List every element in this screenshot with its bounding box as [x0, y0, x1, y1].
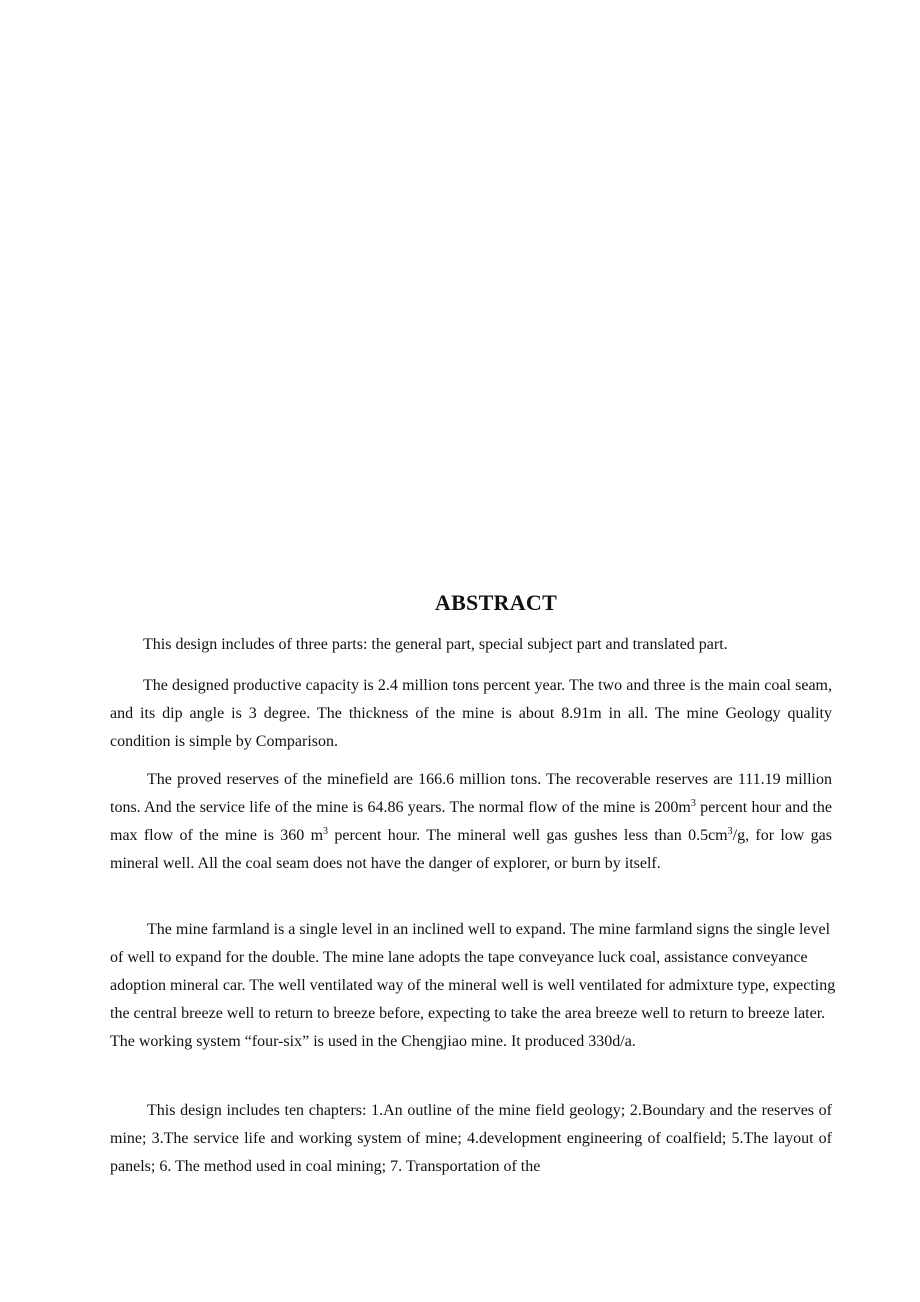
superscript-cubic-1: 3	[690, 798, 696, 809]
abstract-paragraph-1: This design includes of three parts: the general part, special subject part and translated part.	[143, 636, 728, 653]
abstract-paragraph-3	[110, 766, 832, 878]
superscript-cubic-2: 3	[323, 826, 329, 837]
paragraph-3-text-c: percent hour. The mineral well gas gushes less than 0.5cm	[328, 827, 728, 844]
abstract-title: ABSTRACT	[434, 590, 558, 615]
abstract-paragraph-5: This design includes ten chapters: 1.An outline of the mine field geology; 2.Boundary and the reserves of mine; 3.The service life and working system of mine; 4.development engineering of coalfield; 5.The layout of panels; 6. The method used in coal mining; 7. Transportation of the	[110, 1102, 832, 1175]
paragraph-3-text-d: /g, for low gas mineral well. All the coal seam does not have the danger of explorer, or burn by itself.	[110, 827, 833, 872]
abstract-paragraph-4: The mine farmland is a single level in an inclined well to expand. The mine farmland signs the single level of well to expand for the double. The mine lane adopts the tape conveyance luck coal, assistance conveyance adoption mineral car. The well ventilated way of the mineral well is well ventilated for admixture type, expecting the central breeze well to return to breeze before, expecting to take the area breeze well to return to breeze later. The working system “four-six” is used in the Chengjiao mine. It produced 330d/a.	[110, 921, 836, 1050]
abstract-paragraph-2: The designed productive capacity is 2.4 million tons percent year. The two and three is the main coal seam, and its dip angle is 3 degree. The thickness of the mine is about 8.91m in all. The mine Geology quality condition is simple by Comparison.	[110, 677, 832, 750]
paragraph-3-text-b: percent hour and the max flow of the mine is 360 m	[110, 799, 833, 844]
superscript-cubic-3: 3	[727, 826, 733, 837]
paragraph-3-text-a: The proved reserves of the minefield are 166.6 million tons. The recoverable reserves are 111.19 million tons. And the service life of the mine is 64.86 years. The normal flow of the mine is 200m	[110, 771, 832, 816]
